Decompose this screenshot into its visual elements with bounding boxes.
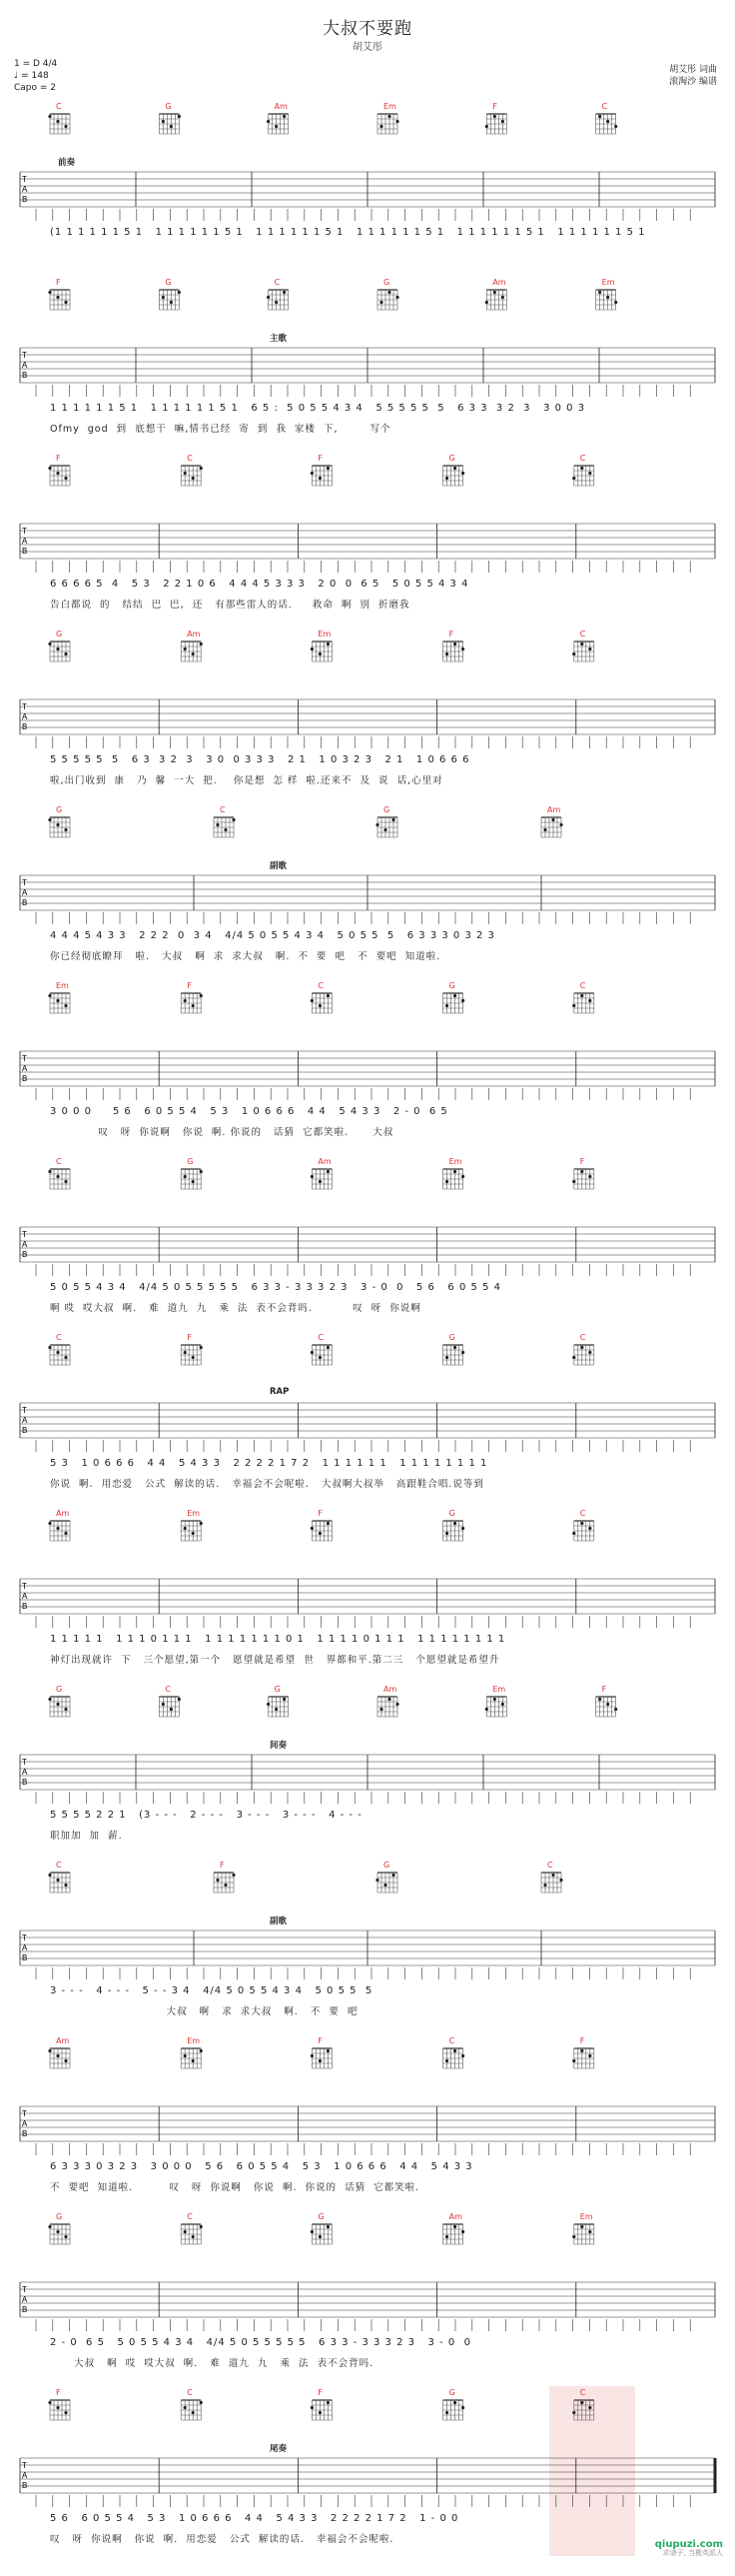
chord-name: F [318,2388,323,2397]
chord-name: G [56,805,63,814]
chord-name: C [579,454,586,463]
chord-name: C [220,805,226,814]
chord-name: F [601,1685,607,1694]
svg-text:B: B [22,1953,28,1962]
chord-name: F [318,2036,323,2045]
chord-diagram [311,993,333,1013]
chord-name: G [56,1685,63,1694]
chord-name: G [383,805,390,814]
chord-diagram [159,1697,181,1717]
chord-name: Am [547,805,561,814]
chord-name: F [579,1157,585,1166]
svg-text:T: T [22,1230,27,1239]
svg-text:B: B [22,2481,28,2490]
chord-diagram [443,1521,465,1541]
svg-text:A: A [22,1416,28,1425]
svg-text:A: A [22,712,28,721]
chord-name: G [187,1157,194,1166]
jianpu-notation: 1 1 1 1 1 1 1 1 0 1 1 1 1 1 1 1 1 1 1 0 1 1 1 1 1 0 1 1 1 1 1 1 1 1 1 1 1 [50,1634,506,1645]
chord-name: Em [492,1685,506,1694]
jianpu-notation: 6 6 6 6 5 4 5 3 2 2 1 0 6 4 4 4 5 3 3 3 2 0 0 6 5 5 0 5 5 4 3 4 [50,579,469,590]
lyric-line: 啊 哎 哎大叔 啊. 难 道九 九 乘 法 表不会背吗. 叹 呀 你说啊 [50,1303,421,1314]
jianpu-notation: 4 4 4 5 4 3 3 2 2 2 0 3 4 4/4 5 0 5 5 4 3 4 5 0 5 5 5 6 3 3 3 0 3 2 3 [50,930,495,941]
svg-text:B: B [22,195,28,204]
watermark-tagline: 求谱子, 当搬英派人 [662,2549,723,2557]
chord-name: C [274,278,281,287]
svg-text:A: A [22,888,28,897]
chord-name: G [383,278,390,287]
lyric-line: Ofmy god 到 底想干 嘛,情书已经 寄 到 我 家楼 下, 写个 [50,424,391,435]
chord-name: C [318,981,324,990]
chord-diagram [311,2048,333,2068]
chord-name: G [448,1509,455,1518]
lyric-line: 告白都说 的 结结 巴 巴, 还 有那些雷人的话. 救命 啊 别 折磨我 [50,600,410,611]
chord-diagram [48,993,70,1013]
chord-diagram [596,114,618,134]
chord-name: C [56,1157,62,1166]
svg-text:A: A [22,537,28,546]
svg-text:T: T [22,175,27,184]
section-label: 尾奏 [270,2444,288,2454]
chord-name: G [448,454,455,463]
chord-diagram [48,1521,70,1541]
svg-text:T: T [22,1933,27,1942]
chord-diagram [48,114,70,134]
chord-diagram [48,1345,70,1365]
jianpu-notation: 5 5 5 5 5 5 6 3 3 2 3 3 0 0 3 3 3 2 1 1 0 3 2 3 2 1 1 0 6 6 6 [50,754,470,765]
watermark-site: qiupuzi.com [654,2539,723,2550]
svg-text:T: T [22,878,27,887]
chord-name: C [56,1333,62,1342]
chord-name: Em [56,981,69,990]
chord-diagram [572,1169,594,1189]
chord-name: Em [318,630,332,639]
section-label: 主歌 [270,334,288,344]
svg-text:A: A [22,2471,28,2480]
chord-name: C [579,1333,586,1342]
chord-name: Em [579,2212,593,2221]
svg-text:B: B [22,371,28,380]
chord-diagram [572,1345,594,1365]
chord-name: Em [448,1157,462,1166]
capo: Capo = 2 [14,83,57,93]
svg-text:B: B [22,547,28,556]
chord-diagram [572,1521,594,1541]
chord-name: G [383,1861,390,1870]
chord-diagram [181,2400,203,2420]
chord-name: Am [274,102,288,111]
chord-name: F [187,981,192,990]
chord-name: F [56,2388,61,2397]
chord-name: C [165,1685,171,1694]
tab-row [0,452,735,642]
svg-text:B: B [22,2305,28,2314]
chord-diagram [443,1169,465,1189]
tab-row [0,1507,735,1697]
chord-diagram [596,1697,618,1717]
chord-name: Am [56,1509,70,1518]
chord-diagram [48,466,70,486]
chord-diagram [267,1697,289,1717]
tab-row [0,2210,735,2400]
jianpu-notation: 5 0 5 5 4 3 4 4/4 5 0 5 5 5 5 5 6 3 3 - 3 3 3 2 3 3 - 0 0 5 6 6 0 5 5 4 [50,1282,501,1293]
chord-diagram [48,2224,70,2244]
chord-diagram [485,290,507,310]
chord-name: C [579,2388,586,2397]
chord-diagram [214,1873,236,1893]
chord-name: G [165,102,172,111]
tab-row [0,1155,735,1345]
chord-diagram [572,2048,594,2068]
section-label: 间奏 [270,1741,288,1751]
chord-diagram [572,2224,594,2244]
tab-row [0,2034,735,2224]
chord-diagram [375,1873,397,1893]
chord-name: G [165,278,172,287]
chord-name: C [318,1333,324,1342]
chord-name: C [448,2036,455,2045]
svg-text:B: B [22,722,28,731]
chord-diagram [311,1345,333,1365]
chord-diagram [375,817,397,837]
svg-text:T: T [22,702,27,711]
lyric-line: 职加加 加 薪. [50,1831,123,1842]
jianpu-notation: 3 0 0 0 5 6 6 0 5 5 4 5 3 1 0 6 6 6 4 4 5 4 3 3 2 - 0 6 5 [50,1106,448,1117]
chord-diagram [596,290,618,310]
tab-row [0,1683,735,1873]
chord-diagram [443,2400,465,2420]
chord-diagram [311,642,333,661]
tab-row [0,1859,735,2048]
svg-text:T: T [22,2109,27,2118]
section-label: RAP [270,1387,290,1397]
svg-text:T: T [22,1406,27,1415]
jianpu-notation: 6 3 3 3 0 3 2 3 3 0 0 0 5 6 6 0 5 5 4 5 3 1 0 6 6 6 4 4 5 4 3 3 [50,2161,473,2172]
chord-diagram [443,642,465,661]
svg-text:T: T [22,2461,27,2470]
chord-diagram [181,2224,203,2244]
tab-row [0,979,735,1169]
chord-diagram [181,1521,203,1541]
chord-name: C [579,630,586,639]
arranger-credit: 滚淘沙 编谱 [669,77,717,87]
artist: 胡艾彤 [353,42,382,53]
chord-diagram [311,1169,333,1189]
svg-text:A: A [22,1592,28,1601]
lyric-line: 你说 啊. 用恋爱 公式 解读的话. 幸福会不会呢啦. 大叔啊大叔举 高跟鞋合唱.说等到 [50,1479,484,1490]
lyric-line: 啦,出门收到 康 乃 馨 一大 把. 你是想 怎 样 啦.还来不 及 说 话,心里对 [50,775,443,786]
chord-name: Am [187,630,201,639]
chord-diagram [443,466,465,486]
chord-name: C [579,981,586,990]
svg-text:B: B [22,1250,28,1259]
chord-diagram [181,993,203,1013]
svg-text:B: B [22,2129,28,2138]
jianpu-notation: 1 1 1 1 1 1 5 1 1 1 1 1 1 1 5 1 6 5 : 5 0 5 5 4 3 4 5 5 5 5 5 5 6 3 3 3 2 3 3 0 0 3 [50,403,586,414]
svg-text:T: T [22,2285,27,2294]
chord-name: F [56,454,61,463]
chord-name: Am [383,1685,397,1694]
chord-name: C [601,102,608,111]
jianpu-notation: 2 - 0 6 5 5 0 5 5 4 3 4 4/4 5 0 5 5 5 5 5 6 3 3 - 3 3 3 2 3 3 - 0 0 [50,2337,471,2348]
svg-text:T: T [22,1054,27,1063]
chord-diagram [214,817,236,837]
lyric-line: 不 要吧 知道啦. 叹 呀 你说啊 你说 啊. 你说的 话猜 它都笑啦. [50,2182,420,2193]
composer-credit: 胡艾彤 词曲 [669,65,717,75]
chord-diagram [377,114,399,134]
chord-diagram [267,290,289,310]
chord-diagram [48,2048,70,2068]
chord-diagram [311,1521,333,1541]
tab-staff [0,100,735,276]
chord-diagram [181,1169,203,1189]
chord-name: G [56,2212,63,2221]
chord-diagram [48,1697,70,1717]
chord-name: C [579,1509,586,1518]
chord-name: Am [318,1157,332,1166]
chord-name: F [579,2036,585,2045]
chord-diagram [267,114,289,134]
jianpu-notation: 5 5 5 5 2 2 1 (3 - - - 2 - - - 3 - - - 3 - - - 4 - - - [50,1810,363,1821]
chord-diagram [443,2224,465,2244]
svg-text:A: A [22,2119,28,2128]
song-meta [14,58,57,94]
chord-name: G [448,2388,455,2397]
chord-name: Em [383,102,396,111]
svg-text:A: A [22,1943,28,1952]
svg-text:T: T [22,1582,27,1591]
chord-name: F [318,1509,323,1518]
jianpu-notation: 3 - - - 4 - - - 5 - - 3 4 4/4 5 0 5 5 4 3 4 5 0 5 5 5 [50,1985,373,1996]
svg-text:A: A [22,1064,28,1073]
key-signature: 1 = D 4/4 [14,59,58,69]
chord-name: Am [448,2212,462,2221]
chord-name: C [187,454,193,463]
chord-diagram [311,2400,333,2420]
chord-name: Em [601,278,615,287]
tab-row [0,1331,735,1521]
chord-name: C [56,1861,62,1870]
chord-name: G [448,1333,455,1342]
svg-text:A: A [22,361,28,370]
svg-text:B: B [22,1778,28,1787]
chord-diagram [181,642,203,661]
lyric-line: 大叔 啊 哎 哎大叔 啊. 难 道九 九 乘 法 表不会背吗. [50,2358,374,2369]
tab-row [0,100,735,290]
chord-diagram [311,2224,333,2244]
section-label: 前奏 [58,158,76,168]
chord-diagram [48,1873,70,1893]
tab-row [0,276,735,466]
chord-diagram [181,1345,203,1365]
chord-name: G [274,1685,281,1694]
svg-text:B: B [22,898,28,907]
chord-name: F [56,278,61,287]
chord-name: C [547,1861,553,1870]
chord-diagram [572,2400,594,2420]
jianpu-notation: (1 1 1 1 1 1 5 1 1 1 1 1 1 1 5 1 1 1 1 1 1 1 5 1 1 1 1 1 1 1 5 1 1 1 1 1 1 1 5 1 1 1 1 1 1 1 5 1 [50,227,646,238]
chord-name: Em [187,2036,201,2045]
chord-diagram [541,817,563,837]
chord-diagram [48,2400,70,2420]
lyric-line: 你已经彻底瞭拜 啦. 大叔 啊 求 求大叔 啊. 不 要 吧 不 要吧 知道啦. [50,951,441,962]
chord-name: Am [492,278,506,287]
section-label: 副歌 [270,1917,288,1927]
lyric-line: 叹 呀 你说啊 你说 啊. 你说的 话猜 它都笑啦. 大叔 [50,1127,394,1138]
chord-diagram [443,2048,465,2068]
song-title: 大叔不要跑 [323,19,412,39]
chord-name: G [56,630,63,639]
chord-name: F [220,1861,225,1870]
svg-text:T: T [22,351,27,360]
chord-name: F [187,1333,192,1342]
chord-diagram [485,1697,507,1717]
chord-name: G [318,2212,325,2221]
chord-name: Am [56,2036,70,2045]
svg-text:A: A [22,2295,28,2304]
chord-diagram [311,466,333,486]
credits [669,64,717,88]
tab-row [0,628,735,817]
chord-name: G [448,981,455,990]
chord-diagram [48,642,70,661]
chord-diagram [181,2048,203,2068]
chord-diagram [377,290,399,310]
chord-diagram [572,993,594,1013]
chord-name: F [448,630,454,639]
chord-name: F [492,102,497,111]
chord-diagram [48,1169,70,1189]
tab-row [0,2386,735,2576]
lyric-line: 神灯出现就许 下 三个愿望,第一个 愿望就是希望 世 界都和平.第二三 个愿望就是希望升 [50,1655,500,1666]
chord-diagram [181,466,203,486]
lyric-line: 大叔 啊 求 求大叔 啊. 不 要 吧 [50,2006,359,2017]
svg-text:B: B [22,1602,28,1611]
chord-diagram [443,993,465,1013]
chord-diagram [572,642,594,661]
svg-text:A: A [22,1240,28,1249]
chord-name: C [187,2388,193,2397]
chord-diagram [159,290,181,310]
chord-diagram [541,1873,563,1893]
jianpu-notation: 5 3 1 0 6 6 6 4 4 5 4 3 3 2 2 2 2 1 7 2 1 1 1 1 1 1 1 1 1 1 1 1 1 1 [50,1458,488,1469]
svg-text:B: B [22,1074,28,1083]
chord-name: C [187,2212,193,2221]
jianpu-notation: 5 6 6 0 5 5 4 5 3 1 0 6 6 6 4 4 5 4 3 3 2 2 2 2 1 7 2 1 - 0 0 [50,2513,459,2524]
chord-name: F [318,454,323,463]
chord-diagram [48,817,70,837]
chord-diagram [572,466,594,486]
chord-diagram [48,290,70,310]
chord-diagram [485,114,507,134]
svg-text:B: B [22,1426,28,1435]
svg-text:A: A [22,1768,28,1777]
svg-text:A: A [22,185,28,194]
svg-text:T: T [22,1758,27,1767]
chord-name: C [56,102,62,111]
chord-diagram [377,1697,399,1717]
lyric-line: 叹 呀 你说啊 你说 啊. 用恋爱 公式 解读的话. 幸福会不会呢啦. [50,2534,394,2545]
chord-diagram [443,1345,465,1365]
svg-text:T: T [22,527,27,536]
tempo: ♩ = 148 [14,71,49,81]
chord-name: Em [187,1509,201,1518]
tab-row [0,803,735,993]
section-label: 副歌 [270,861,288,871]
chord-diagram [159,114,181,134]
